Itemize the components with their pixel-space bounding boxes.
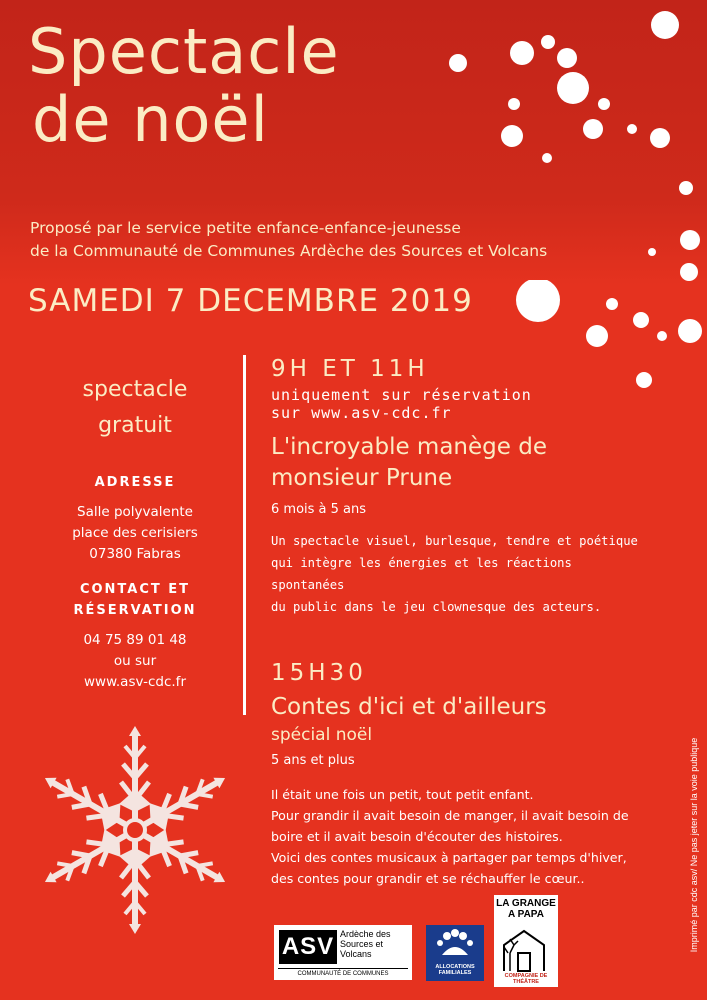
caf-logo — [426, 925, 484, 981]
caf-text — [426, 964, 484, 976]
desc-line: du public dans le jeu clownesque des acteurs. — [271, 600, 602, 614]
snow-dot — [627, 124, 637, 134]
column-divider — [243, 355, 246, 715]
show-description — [271, 784, 651, 889]
poster-title — [28, 15, 340, 156]
show-title — [271, 432, 651, 494]
snow-dot — [557, 48, 577, 68]
asv-logo — [274, 925, 412, 980]
show-description — [271, 530, 651, 618]
website-link[interactable]: www.asv-cdc.fr — [84, 674, 186, 690]
address-label: ADRESSE — [94, 475, 176, 490]
show-title-line: monsieur Prune — [271, 465, 453, 491]
snow-dot — [501, 125, 523, 147]
snow-dot — [508, 98, 520, 110]
snow-dot — [586, 325, 608, 347]
show-time: 9H ET 11H — [271, 356, 429, 382]
contact-label-line: CONTACT ET — [79, 582, 191, 597]
asv-name — [340, 929, 412, 959]
organizer-text — [30, 217, 640, 263]
address-block — [30, 502, 240, 565]
subtitle-line: Proposé par le service petite enfance-enfance-jeunesse — [30, 219, 461, 237]
show-block — [271, 656, 651, 889]
snow-dot — [657, 331, 667, 341]
show-time: 15H30 — [271, 660, 367, 686]
desc-line: Pour grandir il avait besoin de manger, il avait besoin de — [271, 808, 629, 823]
grange-line: A PAPA — [508, 909, 544, 920]
phone-number: 04 75 89 01 48 — [83, 632, 187, 648]
caf-line: FAMILIALES — [438, 970, 472, 976]
age-range: 6 mois à 5 ans — [271, 502, 367, 517]
title-line: Spectacle — [28, 15, 340, 88]
reservation-note — [271, 386, 651, 422]
grange-subtitle: COMPAGNIE DE THÉÂTRE — [504, 973, 548, 985]
event-date: SAMEDI 7 DECEMBRE 2019 — [28, 283, 473, 319]
snow-dot — [648, 248, 656, 256]
desc-line: qui intègre les énergies et les réactions spontanées — [271, 556, 572, 592]
free-line: gratuit — [98, 413, 172, 438]
snow-dot — [598, 98, 610, 110]
age-range: 5 ans et plus — [271, 753, 355, 768]
grange-line: LA GRANGE — [496, 898, 556, 909]
desc-line: des contes pour grandir et se réchauffer le cœur.. — [271, 871, 585, 886]
snow-dot — [510, 41, 534, 65]
address-line: 07380 Fabras — [89, 546, 181, 562]
show-title-line: L'incroyable manège de — [271, 434, 547, 460]
desc-line: Voici des contes musicaux à partager par temps d'hiver, — [271, 850, 627, 865]
snow-dot — [650, 128, 670, 148]
legal-notice: Imprimé par cdc asv/ Ne pas jeter sur la voie publique — [689, 737, 699, 953]
snow-dot — [633, 312, 649, 328]
program-column — [271, 352, 651, 889]
desc-line: boire et il avait besoin d'écouter des histoires. — [271, 829, 563, 844]
snow-dot — [516, 280, 560, 322]
contact-label-line: RÉSERVATION — [73, 603, 197, 618]
snow-dot — [678, 319, 702, 343]
contact-block — [30, 630, 240, 693]
asv-name-line: Sources et — [340, 939, 384, 949]
asv-subtitle: COMMUNAUTÉ DE COMMUNES — [278, 968, 408, 977]
title-line: de noël — [32, 83, 269, 156]
note-line: sur www.asv-cdc.fr — [271, 404, 452, 422]
show-title: Contes d'ici et d'ailleurs — [271, 694, 547, 720]
barn-tree-icon — [500, 923, 552, 975]
show-block — [271, 352, 651, 618]
snow-dot — [583, 119, 603, 139]
snow-dot — [541, 35, 555, 49]
free-line: spectacle — [82, 377, 188, 402]
contact-label — [30, 579, 240, 621]
caf-family-icon — [426, 925, 484, 961]
snow-dot — [557, 72, 589, 104]
asv-name-line: Volcans — [340, 949, 372, 959]
snowflake-icon — [30, 725, 240, 935]
address-line: Salle polyvalente — [77, 504, 193, 520]
address-line: place des cerisiers — [72, 525, 198, 541]
grange-title — [494, 898, 558, 920]
caf-line: ALLOCATIONS — [435, 964, 475, 970]
special-label: spécial noël — [271, 725, 373, 745]
snow-dot — [606, 298, 618, 310]
asv-name-line: Ardèche des — [340, 929, 391, 939]
snow-dot — [680, 263, 698, 281]
snow-dot — [680, 230, 700, 250]
free-show-label — [30, 372, 240, 444]
snow-dot — [651, 11, 679, 39]
note-line: uniquement sur réservation — [271, 386, 532, 404]
info-column — [30, 372, 240, 693]
subtitle-line: de la Communauté de Communes Ardèche des Sources et Volcans — [30, 242, 548, 260]
grange-logo — [494, 895, 558, 987]
snow-dot — [449, 54, 467, 72]
snow-dot — [679, 181, 693, 195]
desc-line: Un spectacle visuel, burlesque, tendre et poétique — [271, 534, 638, 548]
asv-mark: ASV — [279, 930, 337, 964]
partner-logos — [270, 895, 590, 987]
snow-dot — [542, 153, 552, 163]
desc-line: Il était une fois un petit, tout petit enfant. — [271, 787, 534, 802]
or-on-text: ou sur — [113, 653, 157, 669]
